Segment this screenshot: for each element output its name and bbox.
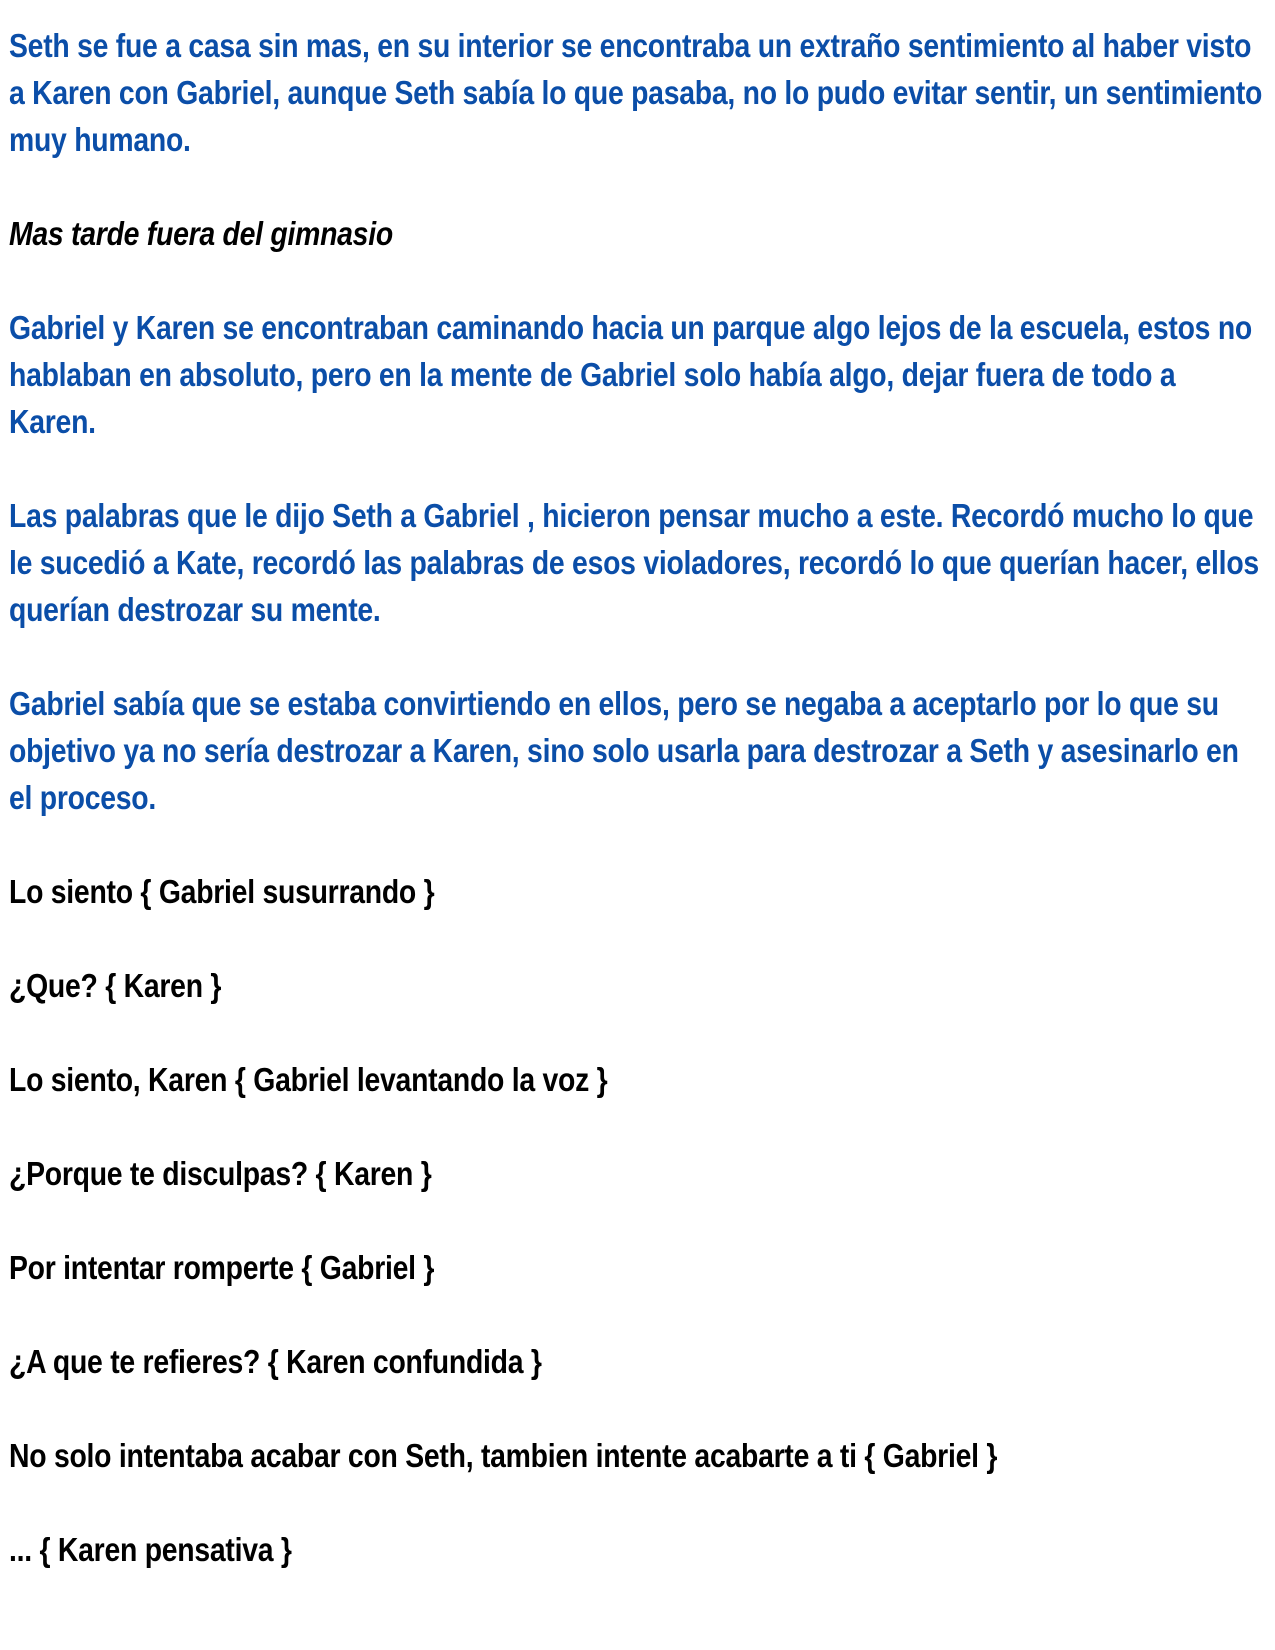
dialogue-line: ¿Porque te disculpas? { Karen } xyxy=(9,1155,432,1192)
dialogue-line: No solo intentaba acabar con Seth, tambien intente acabarte a ti { Gabriel } xyxy=(9,1437,998,1474)
dialogue-line: ... { Karen pensativa } xyxy=(9,1531,292,1568)
dialogue-line: Lo siento { Gabriel susurrando } xyxy=(9,873,435,910)
narration-paragraph: Gabriel sabía que se estaba convirtiendo en ellos, pero se negaba a aceptarlo por lo que su objetivo ya no sería destrozar a Karen, sino solo usarla para destrozar a Seth y asesinarlo en el proceso. xyxy=(9,685,1239,816)
dialogue-line: Lo siento, Karen { Gabriel levantando la voz } xyxy=(9,1061,608,1098)
dialogue-line: ¿A que te refieres? { Karen confundida } xyxy=(9,1343,542,1380)
narration-paragraph: Gabriel y Karen se encontraban caminando hacia un parque algo lejos de la escuela, estos no hablaban en absoluto, pero en la mente de Gabriel solo había algo, dejar fuera de todo a Karen. xyxy=(9,309,1252,440)
dialogue-line: ¿Que? { Karen } xyxy=(9,967,222,1004)
document-page xyxy=(9,22,1264,1573)
scene-heading: Mas tarde fuera del gimnasio xyxy=(9,215,393,252)
dialogue-line: Por intentar romperte { Gabriel } xyxy=(9,1249,435,1286)
narration-paragraph: Las palabras que le dijo Seth a Gabriel , hicieron pensar mucho a este. Recordó mucho lo que le sucedió a Kate, recordó las palabras de esos violadores, recordó lo que querían hacer, ellos querían destrozar su mente. xyxy=(9,497,1259,628)
narration-paragraph: Seth se fue a casa sin mas, en su interior se encontraba un extraño sentimiento al haber visto a Karen con Gabriel, aunque Seth sabía lo que pasaba, no lo pudo evitar sentir, un sentimiento muy humano. xyxy=(9,27,1263,158)
